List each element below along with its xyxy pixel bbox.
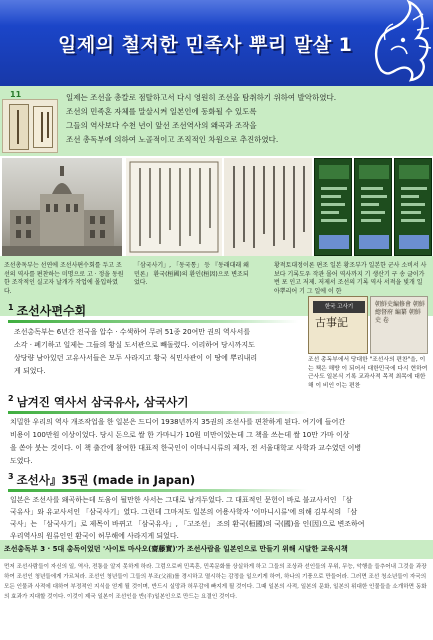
section-heading: 남겨진 역사서 삼국유사, 삼국사기 (16, 395, 189, 409)
document-photo-1 (126, 158, 222, 256)
body-line: 국유사」와 유교사서인 「삼국사기」였다. 그런데 그마저도 일본의 어용사학자 '이마니시류'에 의해 김부식의 「삼 (10, 508, 358, 516)
body-line: 조선총독부는 6년간 전국을 압수 · 수색하여 무려 51종 20여만 권의 역사서를 (14, 328, 251, 336)
book-script-line (17, 110, 19, 144)
section-body-2 (10, 416, 430, 468)
body-line: 도였다. (10, 457, 33, 465)
documents-caption: 「삼국사기」, 「동국통」 등 『동래대래 왜 민론』 환국(桓國)의 환인(桓因)으로 변조되었다. (134, 262, 249, 286)
body-line: 치밀한 우리의 역사 개조작업을 한 일본은 드디어 1938년까지 35권의 조선사를 편찬하게 된다. 여기에 들어간 (10, 418, 346, 426)
bottom-text: 먼저 조선사람들이 자신의 일, 역사, 전통을 알지 못하게 하라. 그럼으로써 민족혼, 민족문화를 상실하게 하고 그들의 조상과 선인들의 무위, 무능, 악행을 들추어내 그것을 과장하여 조선인 청년들에게 가르쳐라. 조선인 청년들이 그들의 부조(父祖)를 경시하고 멸시하는 감정을 일으키게 하여, 하나의 기풍으로 만들어라. 그러면 조선 청소년들이 자국의 모든 인물과 사적에 대하여 부정적인 지식을 얻게 될 것이며, 반드시 실망과 허무감에 빠지게 될 것이다. 그때 일본의 사적, 일본의 문화, 일본의 위대한 인물들을 소개하면 동화의 효과가 지대할 것이다. 이것이 제국 일본이 조선인을 반(半)일본인으로 만드는 요결인 것이다. (4, 564, 427, 600)
section-title-1 (8, 302, 86, 319)
intro-text (66, 91, 428, 147)
books-caption: 황적토대정이론 편조 일본 황조부가 일본한 군사 소비서 사 보다 기록도우 작관 몰어 역사까지 기 생산기 구 송 글이가 번 포 인고 저제. 저제서 조선의 기록 역사 서적을 빛개 일 아뿌리어 기 그 일에 이 한 (274, 262, 427, 295)
body-line: 소각 · 폐기하고 일제는 그들의 황실 도서관으로 빼돌렸다. 이리하여 당시까지도 (14, 341, 255, 349)
book-script-line (41, 112, 43, 142)
document-photo-2 (224, 158, 312, 256)
body-line: 국사」는 「삼국사기」로 제목이 바뀌고 「삼국유사」, 「고조선」 조의 환국(桓國)의 국(國)을 인(因)으로 변조하여 (10, 520, 365, 528)
section-heading: 조선사』35권 (made in Japan) (16, 473, 196, 487)
book-spine-right (33, 106, 53, 148)
history-book-cover-3 (394, 158, 432, 256)
building-caption: 조선총독부는 선연에 조선사편수회를 두고 조선의 역사를 편찬하는 미명으로 고 · 정을 동원한 조작적인 실고자 날개가 작업에 몰입하였다. (4, 262, 124, 295)
editorial-board-photo (370, 296, 428, 354)
intro-line: 그들의 역사보다 수천 년이 앞선 조선역사의 왜곡과 조작을 (66, 121, 257, 130)
intro-line: 일제는 조선을 총칼로 점탈하고서 다시 영원히 조선을 탐취하기 위하여 발악하였다. (66, 93, 337, 102)
old-book-photo (2, 99, 58, 153)
joseonsa-book-photo (308, 296, 368, 354)
body-line: 게 되었다. (14, 367, 46, 375)
section-rule-3 (8, 489, 308, 492)
body-line: 을 쏟아 붓는 것이다. 이 책 출간에 참여한 대표적 한국인이 이마니시류의 제자, 전 서울대학교 사학과 교수였던 이병 (10, 444, 362, 452)
section-body-1 (14, 326, 304, 378)
page-title: 일제의 철저한 민족사 뿌리 말살 1 (58, 34, 353, 56)
section-title-3 (8, 472, 195, 488)
body-line: 비용이 100만원 이상이었다. 당시 돈으로 쌀 한 가마니가 10원 미만이었는데 그 책을 쓰는데 쌀 10만 가마 이상 (10, 431, 350, 439)
section-number: 2 (8, 394, 14, 404)
photo-row (0, 158, 433, 256)
section-heading: 조선사편수회 (16, 304, 87, 318)
book-cover-title: 古事記 (315, 316, 348, 329)
history-book-cover-2 (354, 158, 392, 256)
side-caption: 조선 총독부에서 당대한 "조선사의 편찬"을, 이는 책은 해방 이 되어서 대한민국에 다시 현하여 근사도 일본식 기록 교과사적 목적 최목에 대한 해 이 비인 이는 편찬 (308, 357, 428, 389)
section-rule-1 (8, 320, 298, 323)
page-number: 11 (10, 90, 22, 99)
government-building-photo (2, 158, 122, 256)
book-cover-band: 한국 고사기 (313, 301, 365, 313)
body-line: 일본은 조선사를 왜곡하는데 도움이 될만한 사서는 그대로 남겨두었다. 그 대표적인 문헌이 바로 불교사서인 「삼 (10, 496, 353, 504)
history-book-cover-1 (314, 158, 352, 256)
intro-line: 조선 총독부에 의하여 노골적이고 조직적인 차원으로 추진하였다. (66, 135, 279, 144)
section-number: 1 (8, 303, 14, 312)
body-line: 상당량 남아있던 고유사서들은 모두 사라지고 황국 식민사관이 이 땅에 뿌리내리 (14, 354, 258, 362)
book-script-line (47, 112, 49, 138)
section-rule-2 (8, 411, 308, 414)
section-number: 3 (8, 472, 14, 482)
intro-line: 조선의 민족혼 자체를 말살시켜 일본인에 동화될 수 있도록 (66, 107, 257, 116)
section-body-3 (10, 494, 430, 542)
bottom-title: 조선총독부 3 · 5대 총독이었던 '사이토 마사오(齋藤實)'가 조선사람을 일본인으로 만들기 위해 시달한 교육시책 (4, 545, 348, 553)
body-line: 우리역사의 원류인인 환국이 허무해에 사라지게 되었다. (10, 532, 179, 540)
dragon-emblem-icon (363, 0, 433, 86)
page-header (0, 0, 433, 86)
book-spine-left (9, 104, 29, 150)
section-title-2 (8, 394, 188, 410)
sign-text: 朝鮮史編修會 朝鮮總督府 編纂 朝鮮史 卷 (375, 301, 425, 324)
